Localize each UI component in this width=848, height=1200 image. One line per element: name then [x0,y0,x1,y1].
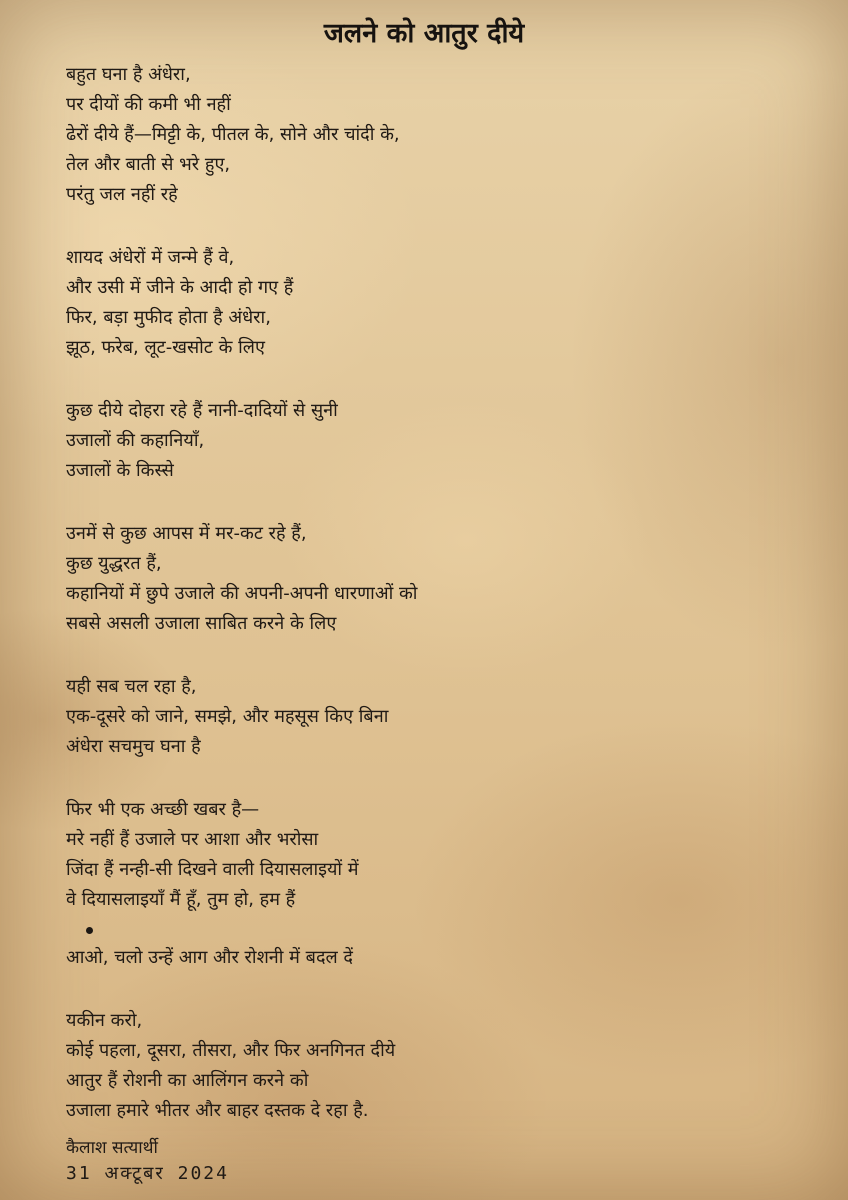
poem-line: फिर भी एक अच्छी खबर है— [66,799,260,820]
poem-line: एक-दूसरे को जाने, समझे, और महसूस किए बिना [66,706,389,727]
poem-line: झूठ, फरेब, लूट-खसोट के लिए [66,337,265,358]
poem-line: कहानियों में छुपे उजाले की अपनी-अपनी धारणाओं को [66,583,418,604]
poem-line: वे दियासलाइयाँ मैं हूँ, तुम हो, हम हैं [66,889,296,910]
poem-date: 31 अक्टूबर 2024 [66,1163,229,1184]
poem-line: फिर, बड़ा मुफीद होता है अंधेरा, [66,307,271,328]
stanza [66,60,806,210]
bullet-dot-icon [86,927,93,934]
poem-line: कुछ दीये दोहरा रहे हैं नानी-दादियों से सुनी [66,400,338,421]
poem-line: ढेरों दीये हैं—मिट्टी के, पीतल के, सोने और चांदी के, [66,124,400,145]
signature-block [66,1135,229,1187]
author-name: कैलाश सत्यार्थी [66,1138,158,1158]
poem-line: यही सब चल रहा है, [66,676,197,697]
poem-line: कुछ युद्धरत हैं, [66,553,162,574]
poem-line: यकीन करो, [66,1010,143,1031]
poem-line: उजाला हमारे भीतर और बाहर दस्तक दे रहा है. [66,1100,369,1121]
poem-line: पर दीयों की कमी भी नहीं [66,94,231,115]
poem-line: उजालों के किस्से [66,460,174,481]
poem-line: सबसे असली उजाला साबित करने के लिए [66,613,337,634]
poem-line: आतुर हैं रोशनी का आलिंगन करने को [66,1070,309,1091]
poem-line: उजालों की कहानियाँ, [66,430,205,451]
poem-line: बहुत घना है अंधेरा, [66,64,191,85]
poem-line: मरे नहीं हैं उजाले पर आशा और भरोसा [66,829,319,850]
stanza [66,672,806,762]
stanza [66,1006,806,1126]
stanza [66,243,806,363]
bullet-row [66,915,806,943]
poem-line: शायद अंधेरों में जन्मे हैं वे, [66,247,235,268]
stanza [66,519,806,639]
poem-line: तेल और बाती से भरे हुए, [66,154,231,175]
poem-body [66,60,806,1159]
stanza [66,943,806,973]
stanza [66,795,806,915]
poem-line: कोई पहला, दूसरा, तीसरा, और फिर अनगिनत दीये [66,1040,396,1061]
poem-line: उनमें से कुछ आपस में मर-कट रहे हैं, [66,523,307,544]
poem-line: और उसी में जीने के आदी हो गए हैं [66,277,294,298]
poem-line: आओ, चलो उन्हें आग और रोशनी में बदल दें [66,947,353,968]
poem-line: जिंदा हैं नन्ही-सी दिखने वाली दियासलाइयों में [66,859,359,880]
poem-line: अंधेरा सचमुच घना है [66,736,201,757]
stanza [66,396,806,486]
poem-title: जलने को आतुर दीये [323,18,525,49]
poem-line: परंतु जल नहीं रहे [66,184,178,205]
